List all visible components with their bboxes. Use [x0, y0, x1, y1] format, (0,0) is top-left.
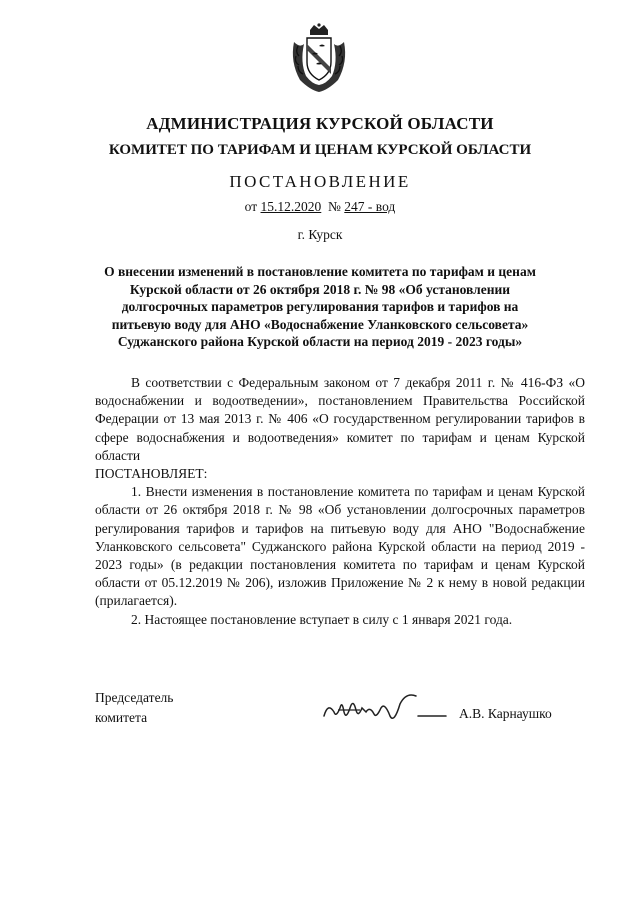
signatory-name: А.В. Карнаушко: [459, 706, 552, 721]
handwritten-signature: [320, 686, 448, 726]
administration-title: АДМИНИСТРАЦИЯ КУРСКОЙ ОБЛАСТИ: [146, 114, 494, 133]
preamble-paragraph: В соответствии с Федеральным законом от 7 декабря 2011 г. № 416-ФЗ «О водоснабжении и водоотведении», постановлением Правительства Российской Федерации от 13 мая 2013 г. № 406 «О государственном регулировании тарифов в сфере водоснабжения и водоотведения» комитет по тарифам и ценам Курской области: [95, 375, 585, 463]
item-2-paragraph: 2. Настоящее постановление вступает в силу с 1 января 2021 года.: [131, 611, 513, 627]
document-date: 15.12.2020: [260, 199, 322, 214]
document-body: [95, 374, 585, 629]
date-prefix: от: [244, 199, 258, 214]
item-1-paragraph: 1. Внести изменения в постановление комитета по тарифам и ценам Курской области от 26 октября 2018 г. № 98 «Об установлении долгосрочных параметров регулирования тарифов и тарифов на питьевую воду для АНО "Водоснабжение Уланковского сельсовета" Суджанского района Курской области на период 2019 - 2023 годы» (в редакции постановления комитета по тарифам и ценам Курской области от 05.12.2019 № 206), изложив Приложение № 2 к нему в новой редакции (прилагается).: [95, 484, 585, 609]
date-number-line: [0, 199, 640, 215]
resolves-line: ПОСТАНОВЛЯЕТ:: [95, 466, 208, 482]
position-line-2: комитета: [95, 710, 148, 725]
document-number: 247 - вод: [344, 199, 396, 214]
position-line-1: Председатель: [95, 690, 174, 705]
document-subject: О внесении изменений в постановление комитета по тарифам и ценам Курской области от 26 октября 2018 г. № 98 «Об установлении долгосрочных параметров регулирования тарифов и тарифов на питьевую воду для АНО «Водоснабжение Уланковского сельсовета» Суджанского района Курской области на период 2019 - 2023 годы»: [104, 264, 536, 350]
coat-of-arms-icon: [288, 22, 350, 94]
document-type-title: ПОСТАНОВЛЕНИЕ: [229, 172, 411, 191]
committee-title: КОМИТЕТ ПО ТАРИФАМ И ЦЕНАМ КУРСКОЙ ОБЛАСТИ: [108, 142, 532, 158]
signatory-position: [95, 688, 173, 728]
number-prefix: №: [328, 199, 341, 214]
city-line: г. Курск: [297, 227, 343, 242]
